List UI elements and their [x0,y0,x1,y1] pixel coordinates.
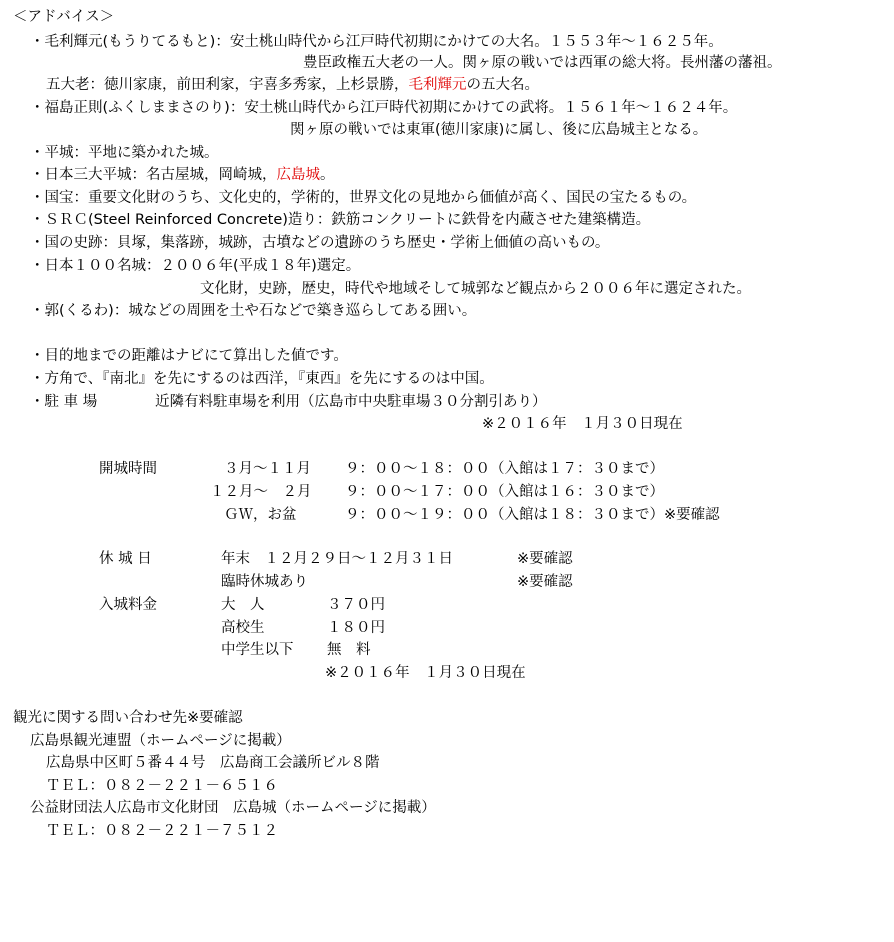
meijo-line-1: ・日本１００名城：２００６年(平成１８年)選定。 [30,258,361,274]
hours-time: ９：００～１９：００（入館は１８：３０まで）※要確認 [345,507,720,523]
gotairo-text-end: の五大名。 [466,77,539,93]
meijo-line-2: 文化財，史跡，歴史，時代や地域そして城郭など観点から２００６年に選定された。 [200,281,751,297]
fee-price: 無 料 [327,642,371,658]
as-of-date-1: ※２０１６年 １月３０日現在 [482,416,683,432]
hours-time: ９：００～１７：００（入館は１６：３０まで） [345,484,664,500]
hours-time: ９：００～１８：００（入館は１７：３０まで） [345,461,664,477]
mouri-terumoto-line-1: ・毛利輝元(もうりてるもと)：安土桃山時代から江戸時代初期にかけての大名。１５５３年～１６２５年。 [30,34,723,50]
hours-period: ＧＷ，お盆 [224,507,297,523]
fukushima-masanori-line-1: ・福島正則(ふくしままさのり)：安土桃山時代から江戸時代初期にかけての武将。１５６１年～１６２４年。 [30,100,738,116]
sandai-text-end: 。 [320,167,335,183]
hirajiro-line: ・平城：平地に築かれた城。 [30,145,219,161]
hours-period: ３月～１１月 [224,461,311,477]
parking-text: 近隣有料駐車場を利用（広島市中央駐車場３０分割引あり） [155,394,547,410]
hours-label: 開城時間 [99,461,157,477]
fee-type: 高校生 [221,620,265,636]
contact-org-1: 広島県観光連盟（ホームページに掲載） [30,733,291,749]
sandai-text: ・日本三大平城：名古屋城，岡崎城， [30,167,277,183]
parking-label: ・駐 車 場 [30,394,98,410]
contact-heading: 観光に関する問い合わせ先※要確認 [13,710,243,726]
direction-note: ・方角で、『南北』を先にするのは西洋，『東西』を先にするのは中国。 [30,371,494,387]
fee-price: １８０円 [327,620,385,636]
fee-type: 中学生以下 [221,642,294,658]
contact-tel-2: ＴＥＬ：０８２－２２１－７５１２ [46,823,278,839]
closed-label: 休 城 日 [99,551,152,567]
distance-note: ・目的地までの距離はナビにて算出した値です。 [30,348,348,364]
fukushima-masanori-line-2: 関ヶ原の戦いでは東軍(徳川家康)に属し、後に広島城主となる。 [290,122,708,138]
closed-temporary: 臨時休城あり [221,574,308,590]
contact-org-2: 公益財団法人広島市文化財団 広島城（ホームページに掲載） [30,800,436,816]
as-of-date-2: ※２０１６年 １月３０日現在 [325,665,526,681]
contact-tel-1: ＴＥＬ：０８２－２２１－６５１６ [46,778,278,794]
src-line: ・ＳＲＣ(Steel Reinforced Concrete)造り：鉄筋コンクリートに鉄骨を内蔵させた建築構造。 [30,212,651,228]
fee-price: ３７０円 [327,597,385,613]
sandai-hirajiro-line [30,165,335,185]
kokuho-line: ・国宝：重要文化財のうち、文化史的，学術的，世界文化の見地から価値が高く、国民の宝たるもの。 [30,190,697,206]
hours-period: １２月～ ２月 [210,484,312,500]
contact-address: 広島県中区町５番４４号 広島商工会議所ビル８階 [46,755,380,771]
gotairo-text: 五大老：徳川家康，前田利家，宇喜多秀家，上杉景勝， [46,77,409,93]
fees-label: 入城料金 [99,597,157,613]
fee-type: 大 人 [221,597,265,613]
gotairo-highlight: 毛利輝元 [408,77,467,93]
advice-heading: ＜アドバイス＞ [13,9,115,25]
closed-note: ※要確認 [517,551,573,567]
mouri-terumoto-line-2: 豊臣政権五大老の一人。関ヶ原の戦いでは西軍の総大将。長州藩の藩祖。 [303,55,782,71]
gotairo-line [46,75,539,95]
kuruwa-line: ・郭(くるわ)：城などの周囲を土や石などで築き巡らしてある囲い。 [30,303,477,319]
sandai-highlight: 広島城 [276,167,320,183]
shiseki-line: ・国の史跡：貝塚，集落跡，城跡，古墳などの遺跡のうち歴史・学術上価値の高いもの。 [30,235,610,251]
closed-note: ※要確認 [517,574,573,590]
closed-year-end: 年末 １２月２９日～１２月３１日 [221,551,453,567]
